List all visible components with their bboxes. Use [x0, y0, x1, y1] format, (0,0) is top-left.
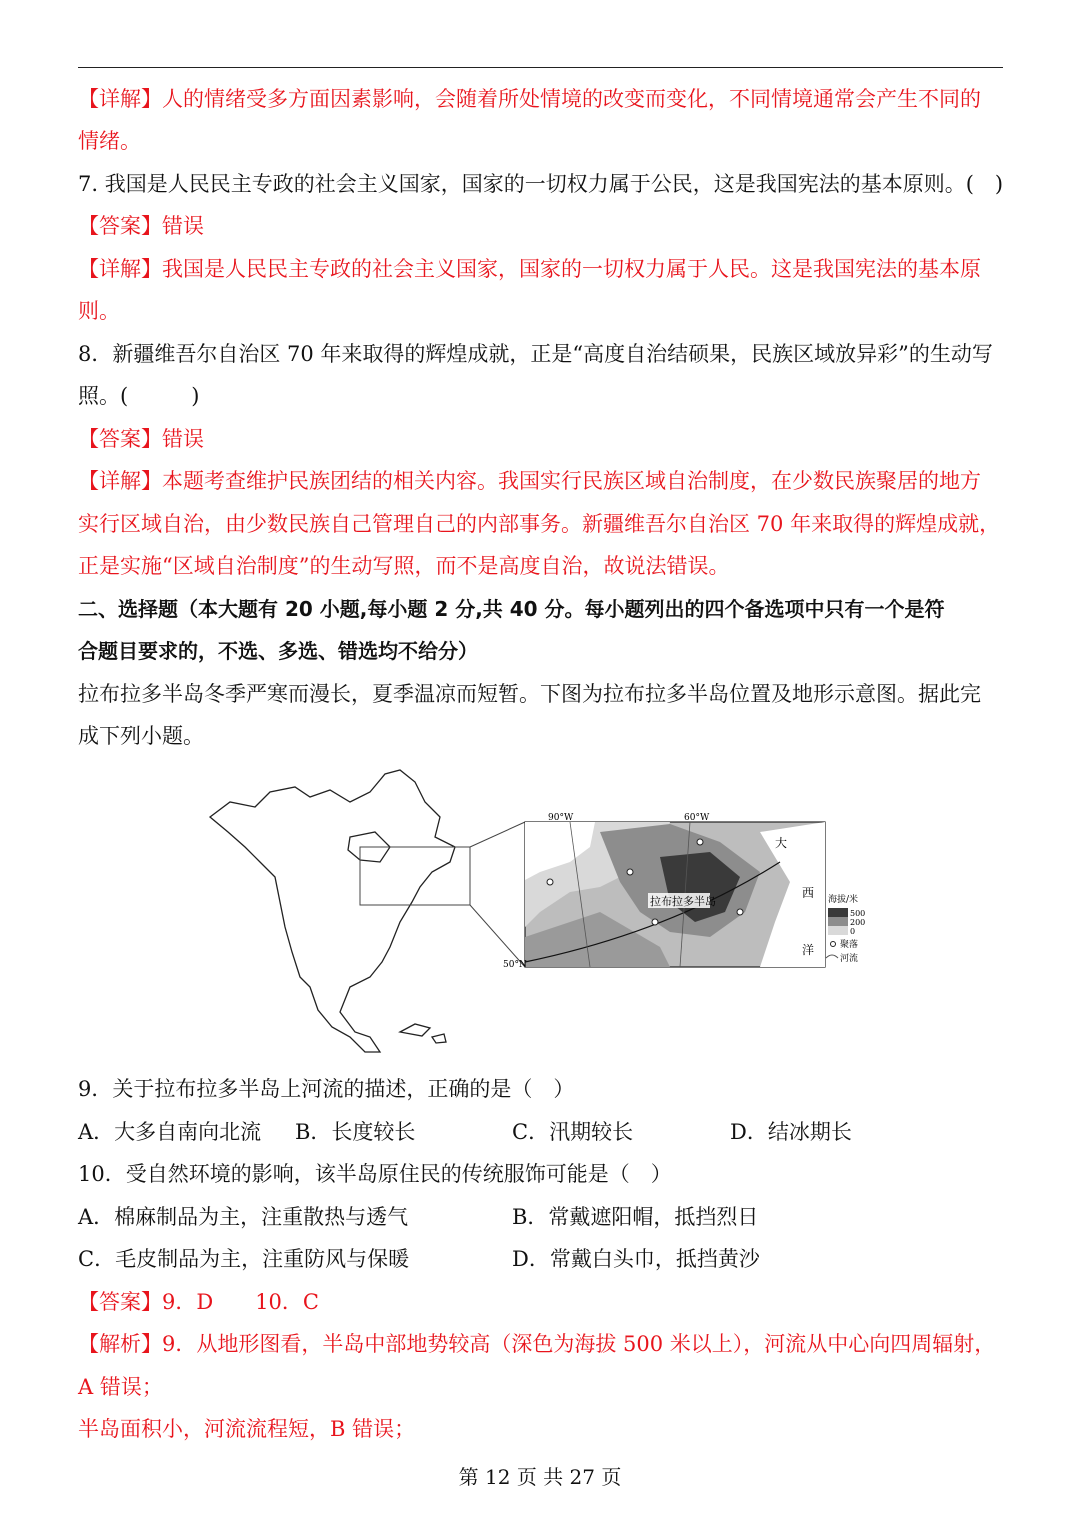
- answer-7: 【答案】错误: [78, 214, 204, 238]
- labrador-map-figure: [200, 762, 880, 1062]
- analysis-9-cont2: 半岛面积小，河流流程短，B 错误；: [78, 1417, 416, 1441]
- question-8-cont: 照。( ): [78, 384, 200, 408]
- explanation-8-cont: 实行区域自治，由少数民族自己管理自己的内部事务。新疆维吾尔自治区 70 年来取得的辉煌成就，: [78, 512, 1001, 536]
- north-america-map: [210, 770, 455, 1052]
- page-footer: 第 12 页 共 27 页: [458, 1465, 622, 1489]
- question-7: 7. 我国是人民民主专政的社会主义国家，国家的一切权力属于公民，这是我国宪法的基本原则。( ): [78, 172, 1004, 196]
- q10-option-c: C．毛皮制品为主，注重防风与保暖: [78, 1247, 410, 1271]
- analysis-9-cont: A 错误；: [78, 1375, 163, 1399]
- analysis-9: 【解析】9．从地形图看，半岛中部地势较高（深色为海拔 500 米以上），河流从中心向四周辐射，: [78, 1332, 996, 1356]
- q10-option-a: A．棉麻制品为主，注重散热与透气: [78, 1205, 409, 1229]
- river-icon: [826, 955, 838, 958]
- question-9: 9．关于拉布拉多半岛上河流的描述，正确的是（ ）: [78, 1077, 575, 1101]
- stem-text: 拉布拉多半岛冬季严寒而漫长，夏季温凉而短暂。下图为拉布拉多半岛位置及地形示意图。据此完: [78, 682, 981, 706]
- ocean-label-3: 洋: [802, 943, 815, 957]
- legend-river: 河流: [840, 954, 859, 964]
- lat-label-50n: 50°N: [503, 960, 527, 970]
- explanation-6: 【详解】人的情绪受多方面因素影响，会随着所处情境的改变而变化，不同情境通常会产生不同的: [78, 87, 981, 111]
- explanation-6-cont: 情绪。: [78, 129, 141, 153]
- legend-500: 500: [850, 909, 866, 918]
- map-legend: [826, 893, 865, 964]
- answer-9-10: 【答案】9．D 10．C: [78, 1290, 319, 1314]
- q10-option-b: B．常戴遮阳帽，抵挡烈日: [512, 1205, 759, 1229]
- q9-option-d: D．结冰期长: [730, 1120, 852, 1144]
- q9-option-b: B．长度较长: [295, 1120, 416, 1144]
- lon-label-60w: 60°W: [684, 813, 710, 823]
- answer-8: 【答案】错误: [78, 427, 204, 451]
- q9-option-a: A．大多自南向北流: [78, 1120, 262, 1144]
- legend-title: 海拔/米: [828, 895, 859, 905]
- section-heading-cont: 合题目要求的，不选、多选、错选均不给分）: [78, 639, 478, 663]
- legend-settlement: 聚落: [840, 940, 859, 950]
- settlement-icon: [831, 942, 836, 947]
- q9-option-c: C．汛期较长: [512, 1120, 634, 1144]
- section-heading: 二、选择题（本大题有 20 小题,每小题 2 分,共 40 分。每小题列出的四个备选项中只有一个是符: [78, 597, 945, 621]
- lon-label-90w: 90°W: [548, 813, 574, 823]
- header-rule: [78, 67, 1003, 68]
- explanation-8: 【详解】本题考查维护民族团结的相关内容。我国实行民族区域自治制度，在少数民族聚居的地方: [78, 469, 981, 493]
- question-10: 10．受自然环境的影响，该半岛原住民的传统服饰可能是（ ）: [78, 1162, 672, 1186]
- ocean-label-2: 西: [802, 886, 815, 900]
- legend-0: 0: [850, 927, 856, 936]
- explanation-8-cont2: 正是实施“区域自治制度”的生动写照，而不是高度自治，故说法错误。: [78, 554, 730, 578]
- explanation-7-cont: 则。: [78, 299, 120, 323]
- q10-option-d: D．常戴白头巾，抵挡黄沙: [512, 1247, 760, 1271]
- question-8: 8．新疆维吾尔自治区 70 年来取得的辉煌成就，正是“高度自治结硕果，民族区域放异彩”的生动写: [78, 342, 993, 366]
- stem-text-cont: 成下列小题。: [78, 724, 204, 748]
- legend-200: 200: [850, 918, 866, 927]
- explanation-7: 【详解】我国是人民民主专政的社会主义国家，国家的一切权力属于人民。这是我国宪法的基本原: [78, 257, 981, 281]
- peninsula-label: 拉布拉多半岛: [650, 895, 716, 908]
- ocean-label-1: 大: [775, 836, 788, 850]
